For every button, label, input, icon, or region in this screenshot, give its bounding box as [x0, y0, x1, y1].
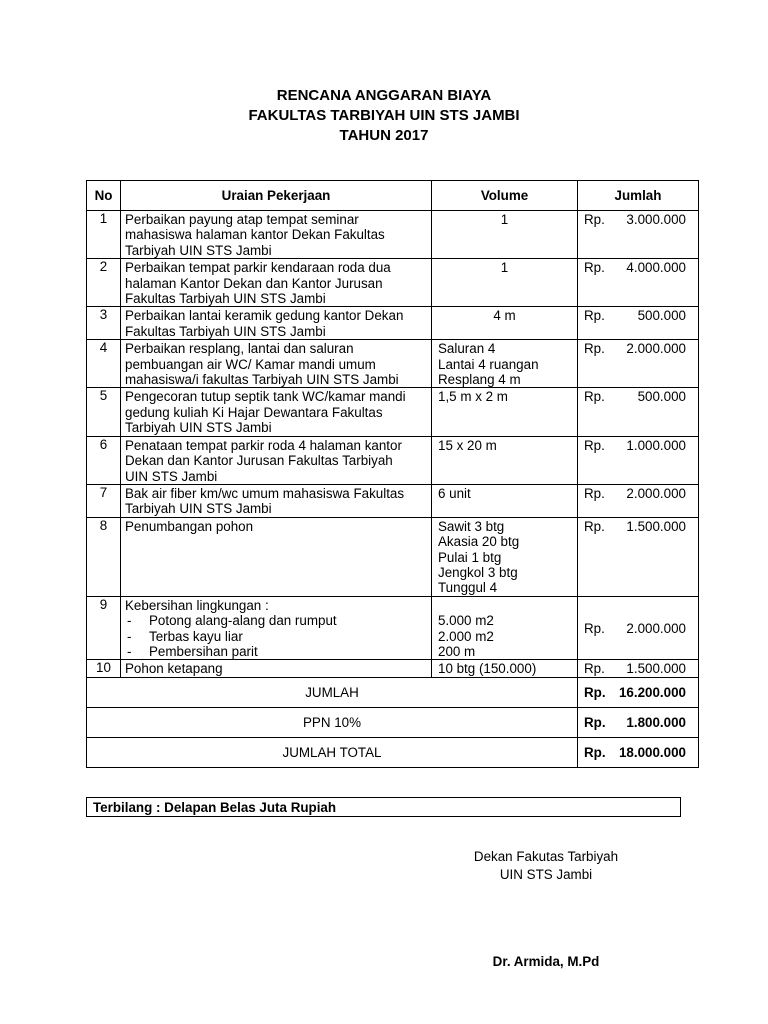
description-line: Tarbiyah UIN STS Jambi — [125, 501, 272, 517]
row-amount — [578, 660, 699, 677]
description-line: Pengecoran tutup septik tank WC/kamar mandi — [125, 389, 406, 405]
document-title — [0, 86, 768, 146]
signer-name: Dr. Armida, M.Pd — [492, 954, 600, 969]
row-amount — [578, 436, 699, 484]
row-amount — [578, 259, 699, 307]
description-line: Perbaikan tempat parkir kendaraan roda dua — [125, 260, 391, 276]
row-volume — [432, 517, 578, 596]
amount-value: 1.500.000 — [626, 661, 686, 677]
row-amount — [578, 340, 699, 388]
row-description — [121, 436, 432, 484]
description-line: Perbaikan lantai keramik gedung kantor Dekan — [125, 308, 404, 324]
row-volume — [432, 340, 578, 388]
currency-label: Rp. — [584, 661, 605, 677]
header-amount: Jumlah — [578, 181, 699, 211]
table-row — [87, 660, 699, 677]
signer-position: Dekan Fakutas Tarbiyah — [473, 849, 619, 864]
volume-line: 10 btg (150.000) — [438, 661, 537, 677]
currency-label: Rp. — [584, 341, 605, 357]
row-volume — [432, 596, 578, 660]
title-line-1: RENCANA ANGGARAN BIAYA — [276, 87, 492, 104]
row-description — [121, 660, 432, 677]
table-row — [87, 259, 699, 307]
description-bullet: - Terbas kayu liar — [125, 629, 431, 644]
description-line: Fakultas Tarbiyah UIN STS Jambi — [125, 323, 326, 339]
currency-label: Rp. — [584, 437, 605, 453]
currency-label: Rp. — [584, 389, 605, 405]
row-number: 5 — [87, 388, 121, 436]
row-number: 8 — [87, 517, 121, 596]
amount-value: 2.000.000 — [626, 341, 686, 357]
grand-total-row — [87, 737, 699, 767]
row-volume — [432, 436, 578, 484]
table-row — [87, 436, 699, 484]
row-description — [121, 211, 432, 259]
description-line: mahasiswa/i fakultas Tarbiyah UIN STS Jambi — [125, 372, 399, 388]
description-line: Kebersihan lingkungan : — [125, 597, 269, 613]
row-volume — [432, 388, 578, 436]
row-number: 10 — [87, 660, 121, 677]
amount-value: 2.000.000 — [626, 620, 686, 636]
currency-label: Rp. — [584, 744, 606, 760]
row-number: 9 — [87, 596, 121, 660]
volume-line: 2.000 m2 — [438, 628, 494, 644]
description-line: Pohon ketapang — [125, 661, 223, 677]
volume-line: Pulai 1 btg — [438, 549, 502, 565]
title-line-3: TAHUN 2017 — [339, 127, 429, 144]
description-line: Fakultas Tarbiyah UIN STS Jambi — [125, 291, 326, 307]
row-amount — [578, 517, 699, 596]
header-volume: Volume — [432, 181, 578, 211]
currency-label: Rp. — [584, 518, 605, 534]
description-line: halaman Kantor Dekan dan Kantor Jurusan — [125, 275, 383, 291]
table-row — [87, 340, 699, 388]
volume-line: Jengkol 3 btg — [438, 564, 518, 580]
description-bullet: - Potong alang-alang dan rumput — [125, 613, 431, 628]
description-line: Penataan tempat parkir roda 4 halaman kantor — [125, 437, 402, 453]
row-number: 1 — [87, 211, 121, 259]
row-number: 3 — [87, 307, 121, 340]
amount-in-words: Terbilang : Delapan Belas Juta Rupiah — [86, 797, 681, 817]
currency-label: Rp. — [584, 308, 605, 324]
row-description — [121, 307, 432, 340]
row-number: 6 — [87, 436, 121, 484]
table-row — [87, 211, 699, 259]
total-label: JUMLAH — [87, 677, 578, 707]
table-row — [87, 307, 699, 340]
description-line: mahasiswa halaman kantor Dekan Fakultas — [125, 227, 385, 243]
row-amount — [578, 307, 699, 340]
currency-label: Rp. — [584, 714, 606, 730]
total-amount — [578, 677, 699, 707]
description-line: UIN STS Jambi — [125, 468, 218, 484]
volume-line: 15 x 20 m — [438, 437, 497, 453]
row-volume — [432, 484, 578, 517]
volume-line: 200 m — [438, 643, 476, 659]
description-line: pembuangan air WC/ Kamar mandi umum — [125, 356, 376, 372]
volume-line: 5.000 m2 — [438, 613, 494, 629]
row-number: 4 — [87, 340, 121, 388]
volume-line: Tunggul 4 — [438, 580, 498, 596]
tax-row — [87, 707, 699, 737]
signature-block — [440, 848, 652, 884]
row-description — [121, 517, 432, 596]
table-row — [87, 484, 699, 517]
amount-value: 1.500.000 — [626, 518, 686, 534]
description-line: Tarbiyah UIN STS Jambi — [125, 242, 272, 258]
description-line: Bak air fiber km/wc umum mahasiswa Fakultas — [125, 485, 405, 501]
volume-line: 4 m — [493, 308, 516, 324]
row-amount — [578, 388, 699, 436]
volume-line: Saluran 4 — [438, 341, 496, 357]
description-line: gedung kuliah Ki Hajar Dewantara Fakultas — [125, 404, 383, 420]
table-header-row — [87, 181, 699, 211]
amount-value: 16.200.000 — [618, 684, 686, 700]
row-number: 7 — [87, 484, 121, 517]
amount-value: 500.000 — [637, 389, 686, 405]
amount-value: 3.000.000 — [626, 212, 686, 227]
subtotal-row — [87, 677, 699, 707]
volume-line: 1,5 m x 2 m — [438, 389, 508, 405]
header-description: Uraian Pekerjaan — [121, 181, 432, 211]
description-line: Dekan dan Kantor Jurusan Fakultas Tarbiyah — [125, 453, 393, 469]
table-row — [87, 517, 699, 596]
currency-label: Rp. — [584, 684, 606, 700]
row-description — [121, 484, 432, 517]
title-line-2: FAKULTAS TARBIYAH UIN STS JAMBI — [248, 107, 520, 124]
row-amount — [578, 596, 699, 660]
description-bullet: - Pembersihan parit — [125, 644, 431, 659]
row-number: 2 — [87, 259, 121, 307]
volume-line: Lantai 4 ruangan — [438, 356, 539, 372]
row-amount — [578, 484, 699, 517]
volume-line: Sawit 3 btg — [438, 518, 505, 534]
amount-value: 1.800.000 — [626, 714, 686, 730]
table-row — [87, 596, 699, 660]
description-line: Perbaikan payung atap tempat seminar — [125, 212, 359, 227]
row-volume — [432, 259, 578, 307]
amount-value: 2.000.000 — [626, 485, 686, 501]
volume-line: Akasia 20 btg — [438, 534, 520, 550]
currency-label: Rp. — [584, 620, 605, 636]
total-label: PPN 10% — [87, 707, 578, 737]
table-row — [87, 388, 699, 436]
amount-value: 18.000.000 — [618, 744, 686, 760]
description-line: Penumbangan pohon — [125, 518, 254, 534]
row-description — [121, 259, 432, 307]
row-description — [121, 388, 432, 436]
row-description — [121, 596, 432, 660]
amount-value: 4.000.000 — [626, 260, 686, 276]
header-no: No — [87, 181, 121, 211]
volume-line: 1 — [500, 260, 509, 276]
row-volume — [432, 307, 578, 340]
total-label: JUMLAH TOTAL — [87, 737, 578, 767]
total-amount — [578, 737, 699, 767]
amount-value: 1.000.000 — [626, 437, 686, 453]
total-amount — [578, 707, 699, 737]
volume-line: 6 unit — [438, 485, 471, 501]
description-line: Tarbiyah UIN STS Jambi — [125, 420, 272, 436]
signer-institution: UIN STS Jambi — [499, 867, 593, 882]
volume-line: Resplang 4 m — [438, 372, 521, 388]
volume-line — [438, 598, 577, 613]
row-volume — [432, 211, 578, 259]
budget-table — [86, 180, 699, 768]
volume-line: 1 — [500, 212, 509, 227]
currency-label: Rp. — [584, 212, 605, 227]
description-line: Perbaikan resplang, lantai dan saluran — [125, 341, 354, 357]
row-volume — [432, 660, 578, 677]
amount-value: 500.000 — [637, 308, 686, 324]
currency-label: Rp. — [584, 485, 605, 501]
row-description — [121, 340, 432, 388]
currency-label: Rp. — [584, 260, 605, 276]
row-amount — [578, 211, 699, 259]
